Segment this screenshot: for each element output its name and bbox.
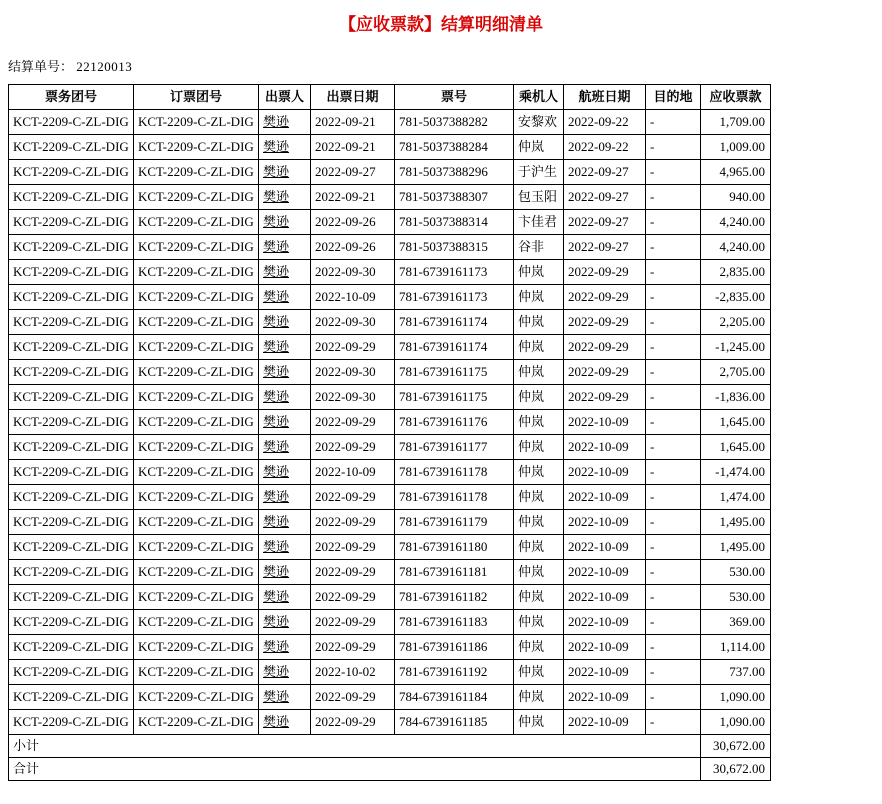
cell-booking-group-no: KCT-2209-C-ZL-DIG xyxy=(134,485,259,510)
issuer-link[interactable]: 樊逊 xyxy=(263,164,290,179)
cell-destination: - xyxy=(646,310,701,335)
column-header-issuer: 出票人 xyxy=(259,85,311,110)
issuer-link[interactable]: 樊逊 xyxy=(263,364,290,379)
cell-passenger: 仲岚 xyxy=(514,135,564,160)
cell-issue-date: 2022-09-26 xyxy=(311,210,395,235)
cell-ticket-no: 781-6739161192 xyxy=(395,660,514,685)
cell-passenger: 仲岚 xyxy=(514,510,564,535)
cell-passenger: 仲岚 xyxy=(514,285,564,310)
cell-flight-date: 2022-09-27 xyxy=(564,235,646,260)
cell-flight-date: 2022-10-09 xyxy=(564,610,646,635)
cell-ticket-group-no: KCT-2209-C-ZL-DIG xyxy=(9,235,134,260)
cell-passenger: 仲岚 xyxy=(514,685,564,710)
cell-flight-date: 2022-09-29 xyxy=(564,385,646,410)
subtotal-row xyxy=(9,735,771,758)
cell-issuer xyxy=(259,160,311,185)
cell-issuer xyxy=(259,435,311,460)
cell-issuer xyxy=(259,210,311,235)
cell-destination: - xyxy=(646,110,701,135)
cell-passenger: 包玉阳 xyxy=(514,185,564,210)
cell-issue-date: 2022-10-02 xyxy=(311,660,395,685)
cell-issue-date: 2022-10-09 xyxy=(311,285,395,310)
cell-receivable-amount: 369.00 xyxy=(701,610,771,635)
cell-receivable-amount: 1,114.00 xyxy=(701,635,771,660)
cell-booking-group-no: KCT-2209-C-ZL-DIG xyxy=(134,460,259,485)
cell-ticket-group-no: KCT-2209-C-ZL-DIG xyxy=(9,160,134,185)
cell-issuer xyxy=(259,135,311,160)
cell-receivable-amount: 1,645.00 xyxy=(701,410,771,435)
issuer-link[interactable]: 樊逊 xyxy=(263,689,290,704)
cell-ticket-no: 781-6739161177 xyxy=(395,435,514,460)
cell-issue-date: 2022-09-29 xyxy=(311,685,395,710)
page-title: 【应收票款】结算明细清单 xyxy=(339,15,543,34)
table-row xyxy=(9,460,771,485)
column-header-ticket-no: 票号 xyxy=(395,85,514,110)
cell-issuer xyxy=(259,360,311,385)
cell-destination: - xyxy=(646,160,701,185)
cell-receivable-amount: 1,495.00 xyxy=(701,535,771,560)
cell-flight-date: 2022-09-22 xyxy=(564,135,646,160)
column-header-issue-date: 出票日期 xyxy=(311,85,395,110)
cell-ticket-no: 781-5037388284 xyxy=(395,135,514,160)
table-row xyxy=(9,285,771,310)
cell-ticket-group-no: KCT-2209-C-ZL-DIG xyxy=(9,585,134,610)
cell-ticket-no: 781-5037388296 xyxy=(395,160,514,185)
cell-receivable-amount: 1,009.00 xyxy=(701,135,771,160)
cell-ticket-group-no: KCT-2209-C-ZL-DIG xyxy=(9,260,134,285)
table-row xyxy=(9,360,771,385)
cell-booking-group-no: KCT-2209-C-ZL-DIG xyxy=(134,260,259,285)
cell-flight-date: 2022-10-09 xyxy=(564,585,646,610)
cell-issuer xyxy=(259,660,311,685)
cell-flight-date: 2022-09-29 xyxy=(564,360,646,385)
cell-flight-date: 2022-10-09 xyxy=(564,560,646,585)
cell-ticket-group-no: KCT-2209-C-ZL-DIG xyxy=(9,410,134,435)
cell-issuer xyxy=(259,285,311,310)
column-header-flight-date: 航班日期 xyxy=(564,85,646,110)
cell-issuer xyxy=(259,335,311,360)
cell-issuer xyxy=(259,610,311,635)
cell-issue-date: 2022-09-29 xyxy=(311,485,395,510)
cell-booking-group-no: KCT-2209-C-ZL-DIG xyxy=(134,610,259,635)
cell-passenger: 仲岚 xyxy=(514,660,564,685)
cell-receivable-amount: -1,474.00 xyxy=(701,460,771,485)
issuer-link[interactable]: 樊逊 xyxy=(263,514,290,529)
cell-destination: - xyxy=(646,285,701,310)
cell-booking-group-no: KCT-2209-C-ZL-DIG xyxy=(134,110,259,135)
cell-issuer xyxy=(259,235,311,260)
cell-ticket-no: 781-5037388315 xyxy=(395,235,514,260)
cell-passenger: 安黎欢 xyxy=(514,110,564,135)
column-header-destination: 目的地 xyxy=(646,85,701,110)
total-label: 合计 xyxy=(9,758,701,781)
cell-booking-group-no: KCT-2209-C-ZL-DIG xyxy=(134,685,259,710)
table-row xyxy=(9,260,771,285)
cell-destination: - xyxy=(646,685,701,710)
cell-destination: - xyxy=(646,410,701,435)
cell-issue-date: 2022-09-21 xyxy=(311,185,395,210)
cell-issue-date: 2022-09-27 xyxy=(311,160,395,185)
cell-destination: - xyxy=(646,585,701,610)
issuer-link[interactable]: 樊逊 xyxy=(263,264,290,279)
cell-receivable-amount: 4,965.00 xyxy=(701,160,771,185)
cell-receivable-amount: 2,835.00 xyxy=(701,260,771,285)
table-row xyxy=(9,610,771,635)
cell-receivable-amount: 1,090.00 xyxy=(701,710,771,735)
cell-receivable-amount: 4,240.00 xyxy=(701,235,771,260)
cell-passenger: 仲岚 xyxy=(514,310,564,335)
cell-receivable-amount: 2,705.00 xyxy=(701,360,771,385)
issuer-link[interactable]: 樊逊 xyxy=(263,314,290,329)
cell-ticket-group-no: KCT-2209-C-ZL-DIG xyxy=(9,435,134,460)
cell-booking-group-no: KCT-2209-C-ZL-DIG xyxy=(134,560,259,585)
cell-ticket-group-no: KCT-2209-C-ZL-DIG xyxy=(9,135,134,160)
cell-issue-date: 2022-09-30 xyxy=(311,310,395,335)
cell-ticket-group-no: KCT-2209-C-ZL-DIG xyxy=(9,285,134,310)
table-row xyxy=(9,185,771,210)
cell-flight-date: 2022-09-29 xyxy=(564,335,646,360)
cell-issue-date: 2022-09-29 xyxy=(311,585,395,610)
cell-issue-date: 2022-09-29 xyxy=(311,335,395,360)
cell-passenger: 仲岚 xyxy=(514,585,564,610)
cell-passenger: 仲岚 xyxy=(514,335,564,360)
issuer-link[interactable]: 樊逊 xyxy=(263,714,290,729)
cell-destination: - xyxy=(646,510,701,535)
cell-issuer xyxy=(259,385,311,410)
total-row xyxy=(9,758,771,781)
column-header-ticket-group-no: 票务团号 xyxy=(9,85,134,110)
cell-ticket-group-no: KCT-2209-C-ZL-DIG xyxy=(9,185,134,210)
cell-issue-date: 2022-09-29 xyxy=(311,535,395,560)
cell-booking-group-no: KCT-2209-C-ZL-DIG xyxy=(134,435,259,460)
table-row xyxy=(9,210,771,235)
cell-receivable-amount: 1,709.00 xyxy=(701,110,771,135)
cell-ticket-group-no: KCT-2209-C-ZL-DIG xyxy=(9,660,134,685)
cell-destination: - xyxy=(646,210,701,235)
cell-booking-group-no: KCT-2209-C-ZL-DIG xyxy=(134,635,259,660)
cell-ticket-no: 781-6739161176 xyxy=(395,410,514,435)
settlement-report-page xyxy=(0,14,882,781)
cell-ticket-group-no: KCT-2209-C-ZL-DIG xyxy=(9,685,134,710)
table-row xyxy=(9,310,771,335)
table-row xyxy=(9,685,771,710)
settlement-number-label: 结算单号： xyxy=(8,59,74,74)
issuer-link[interactable]: 樊逊 xyxy=(263,639,290,654)
cell-passenger: 谷非 xyxy=(514,235,564,260)
cell-ticket-no: 784-6739161185 xyxy=(395,710,514,735)
table-row xyxy=(9,160,771,185)
cell-receivable-amount: -1,245.00 xyxy=(701,335,771,360)
table-body xyxy=(9,110,771,735)
cell-passenger: 仲岚 xyxy=(514,410,564,435)
issuer-link[interactable]: 樊逊 xyxy=(263,464,290,479)
cell-issuer xyxy=(259,185,311,210)
column-header-booking-group-no: 订票团号 xyxy=(134,85,259,110)
cell-receivable-amount: 1,645.00 xyxy=(701,435,771,460)
table-row xyxy=(9,560,771,585)
cell-ticket-no: 781-6739161174 xyxy=(395,335,514,360)
cell-issuer xyxy=(259,635,311,660)
cell-receivable-amount: 940.00 xyxy=(701,185,771,210)
total-amount: 30,672.00 xyxy=(701,758,771,781)
cell-ticket-group-no: KCT-2209-C-ZL-DIG xyxy=(9,310,134,335)
settlement-number-line xyxy=(8,58,882,75)
issuer-link[interactable]: 樊逊 xyxy=(263,539,290,554)
cell-booking-group-no: KCT-2209-C-ZL-DIG xyxy=(134,585,259,610)
cell-issuer xyxy=(259,410,311,435)
cell-flight-date: 2022-10-09 xyxy=(564,660,646,685)
cell-destination: - xyxy=(646,135,701,160)
table-row xyxy=(9,510,771,535)
cell-ticket-group-no: KCT-2209-C-ZL-DIG xyxy=(9,210,134,235)
cell-destination: - xyxy=(646,635,701,660)
cell-issue-date: 2022-09-29 xyxy=(311,410,395,435)
cell-booking-group-no: KCT-2209-C-ZL-DIG xyxy=(134,710,259,735)
cell-issue-date: 2022-09-30 xyxy=(311,260,395,285)
cell-issuer xyxy=(259,560,311,585)
cell-issuer xyxy=(259,710,311,735)
issuer-link[interactable]: 樊逊 xyxy=(263,389,290,404)
settlement-detail-table xyxy=(8,84,771,781)
cell-destination: - xyxy=(646,485,701,510)
cell-issue-date: 2022-09-21 xyxy=(311,110,395,135)
cell-ticket-group-no: KCT-2209-C-ZL-DIG xyxy=(9,460,134,485)
table-header-row xyxy=(9,85,771,110)
cell-booking-group-no: KCT-2209-C-ZL-DIG xyxy=(134,185,259,210)
cell-issuer xyxy=(259,685,311,710)
cell-issue-date: 2022-09-29 xyxy=(311,435,395,460)
cell-passenger: 仲岚 xyxy=(514,610,564,635)
issuer-link[interactable]: 樊逊 xyxy=(263,289,290,304)
cell-passenger: 仲岚 xyxy=(514,710,564,735)
table-row xyxy=(9,335,771,360)
cell-flight-date: 2022-09-27 xyxy=(564,185,646,210)
cell-ticket-group-no: KCT-2209-C-ZL-DIG xyxy=(9,635,134,660)
cell-issuer xyxy=(259,585,311,610)
cell-receivable-amount: 1,474.00 xyxy=(701,485,771,510)
cell-flight-date: 2022-10-09 xyxy=(564,535,646,560)
cell-ticket-group-no: KCT-2209-C-ZL-DIG xyxy=(9,485,134,510)
subtotal-label: 小计 xyxy=(9,735,701,758)
cell-ticket-group-no: KCT-2209-C-ZL-DIG xyxy=(9,510,134,535)
cell-receivable-amount: 1,495.00 xyxy=(701,510,771,535)
cell-issue-date: 2022-09-29 xyxy=(311,610,395,635)
cell-passenger: 仲岚 xyxy=(514,460,564,485)
table-row xyxy=(9,485,771,510)
cell-ticket-no: 781-6739161175 xyxy=(395,360,514,385)
settlement-number-value: 22120013 xyxy=(76,59,133,74)
table-row xyxy=(9,410,771,435)
cell-ticket-no: 781-6739161181 xyxy=(395,560,514,585)
cell-issuer xyxy=(259,460,311,485)
cell-ticket-no: 781-6739161178 xyxy=(395,485,514,510)
cell-issuer xyxy=(259,110,311,135)
cell-ticket-no: 781-5037388282 xyxy=(395,110,514,135)
cell-issue-date: 2022-10-09 xyxy=(311,460,395,485)
cell-destination: - xyxy=(646,235,701,260)
cell-destination: - xyxy=(646,435,701,460)
cell-passenger: 仲岚 xyxy=(514,435,564,460)
issuer-link[interactable]: 樊逊 xyxy=(263,189,290,204)
cell-flight-date: 2022-09-27 xyxy=(564,160,646,185)
column-header-receivable-amount: 应收票款 xyxy=(701,85,771,110)
cell-booking-group-no: KCT-2209-C-ZL-DIG xyxy=(134,535,259,560)
cell-ticket-no: 781-6739161178 xyxy=(395,460,514,485)
cell-ticket-no: 781-6739161179 xyxy=(395,510,514,535)
table-row xyxy=(9,110,771,135)
cell-flight-date: 2022-09-22 xyxy=(564,110,646,135)
cell-issuer xyxy=(259,485,311,510)
table-row xyxy=(9,435,771,460)
cell-destination: - xyxy=(646,610,701,635)
issuer-link[interactable]: 樊逊 xyxy=(263,214,290,229)
cell-destination: - xyxy=(646,335,701,360)
cell-booking-group-no: KCT-2209-C-ZL-DIG xyxy=(134,660,259,685)
cell-booking-group-no: KCT-2209-C-ZL-DIG xyxy=(134,385,259,410)
cell-flight-date: 2022-10-09 xyxy=(564,435,646,460)
cell-ticket-no: 781-5037388307 xyxy=(395,185,514,210)
cell-issue-date: 2022-09-29 xyxy=(311,635,395,660)
cell-flight-date: 2022-09-29 xyxy=(564,310,646,335)
cell-receivable-amount: 2,205.00 xyxy=(701,310,771,335)
cell-ticket-no: 781-5037388314 xyxy=(395,210,514,235)
cell-issuer xyxy=(259,260,311,285)
cell-booking-group-no: KCT-2209-C-ZL-DIG xyxy=(134,510,259,535)
cell-passenger: 仲岚 xyxy=(514,485,564,510)
cell-ticket-no: 781-6739161174 xyxy=(395,310,514,335)
issuer-link[interactable]: 樊逊 xyxy=(263,614,290,629)
cell-booking-group-no: KCT-2209-C-ZL-DIG xyxy=(134,285,259,310)
cell-destination: - xyxy=(646,360,701,385)
cell-ticket-no: 781-6739161175 xyxy=(395,385,514,410)
cell-ticket-group-no: KCT-2209-C-ZL-DIG xyxy=(9,710,134,735)
cell-booking-group-no: KCT-2209-C-ZL-DIG xyxy=(134,210,259,235)
cell-issuer xyxy=(259,310,311,335)
cell-destination: - xyxy=(646,260,701,285)
cell-receivable-amount: 4,240.00 xyxy=(701,210,771,235)
cell-issue-date: 2022-09-21 xyxy=(311,135,395,160)
cell-ticket-no: 781-6739161182 xyxy=(395,585,514,610)
subtotal-amount: 30,672.00 xyxy=(701,735,771,758)
cell-flight-date: 2022-10-09 xyxy=(564,485,646,510)
cell-receivable-amount: -2,835.00 xyxy=(701,285,771,310)
cell-passenger: 卞佳君 xyxy=(514,210,564,235)
cell-flight-date: 2022-10-09 xyxy=(564,710,646,735)
issuer-link[interactable]: 樊逊 xyxy=(263,664,290,679)
cell-flight-date: 2022-10-09 xyxy=(564,685,646,710)
cell-issuer xyxy=(259,510,311,535)
table-row xyxy=(9,635,771,660)
cell-booking-group-no: KCT-2209-C-ZL-DIG xyxy=(134,335,259,360)
issuer-link[interactable]: 樊逊 xyxy=(263,589,290,604)
cell-passenger: 仲岚 xyxy=(514,360,564,385)
cell-flight-date: 2022-09-29 xyxy=(564,260,646,285)
issuer-link[interactable]: 樊逊 xyxy=(263,139,290,154)
table-row xyxy=(9,710,771,735)
issuer-link[interactable]: 樊逊 xyxy=(263,489,290,504)
cell-issue-date: 2022-09-29 xyxy=(311,510,395,535)
cell-flight-date: 2022-09-29 xyxy=(564,285,646,310)
cell-destination: - xyxy=(646,460,701,485)
cell-ticket-no: 784-6739161184 xyxy=(395,685,514,710)
cell-ticket-group-no: KCT-2209-C-ZL-DIG xyxy=(9,610,134,635)
cell-passenger: 仲岚 xyxy=(514,635,564,660)
cell-flight-date: 2022-09-27 xyxy=(564,210,646,235)
issuer-link[interactable]: 樊逊 xyxy=(263,114,290,129)
cell-destination: - xyxy=(646,185,701,210)
cell-passenger: 于沪生 xyxy=(514,160,564,185)
issuer-link[interactable]: 樊逊 xyxy=(263,339,290,354)
cell-receivable-amount: 737.00 xyxy=(701,660,771,685)
cell-issue-date: 2022-09-30 xyxy=(311,360,395,385)
cell-flight-date: 2022-10-09 xyxy=(564,635,646,660)
cell-issuer xyxy=(259,535,311,560)
cell-flight-date: 2022-10-09 xyxy=(564,410,646,435)
cell-booking-group-no: KCT-2209-C-ZL-DIG xyxy=(134,135,259,160)
cell-issue-date: 2022-09-29 xyxy=(311,710,395,735)
issuer-link[interactable]: 樊逊 xyxy=(263,239,290,254)
table-row xyxy=(9,385,771,410)
column-header-passenger: 乘机人 xyxy=(514,85,564,110)
cell-flight-date: 2022-10-09 xyxy=(564,510,646,535)
cell-booking-group-no: KCT-2209-C-ZL-DIG xyxy=(134,360,259,385)
cell-destination: - xyxy=(646,660,701,685)
table-row xyxy=(9,235,771,260)
cell-ticket-no: 781-6739161186 xyxy=(395,635,514,660)
cell-receivable-amount: 1,090.00 xyxy=(701,685,771,710)
cell-passenger: 仲岚 xyxy=(514,385,564,410)
issuer-link[interactable]: 樊逊 xyxy=(263,439,290,454)
cell-ticket-group-no: KCT-2209-C-ZL-DIG xyxy=(9,360,134,385)
table-row xyxy=(9,660,771,685)
cell-issue-date: 2022-09-26 xyxy=(311,235,395,260)
cell-receivable-amount: 530.00 xyxy=(701,560,771,585)
cell-destination: - xyxy=(646,385,701,410)
issuer-link[interactable]: 樊逊 xyxy=(263,414,290,429)
cell-booking-group-no: KCT-2209-C-ZL-DIG xyxy=(134,235,259,260)
cell-ticket-no: 781-6739161173 xyxy=(395,260,514,285)
cell-passenger: 仲岚 xyxy=(514,260,564,285)
cell-passenger: 仲岚 xyxy=(514,535,564,560)
cell-booking-group-no: KCT-2209-C-ZL-DIG xyxy=(134,310,259,335)
cell-ticket-group-no: KCT-2209-C-ZL-DIG xyxy=(9,535,134,560)
cell-receivable-amount: -1,836.00 xyxy=(701,385,771,410)
cell-passenger: 仲岚 xyxy=(514,560,564,585)
cell-ticket-no: 781-6739161180 xyxy=(395,535,514,560)
cell-issue-date: 2022-09-29 xyxy=(311,560,395,585)
cell-ticket-group-no: KCT-2209-C-ZL-DIG xyxy=(9,560,134,585)
cell-ticket-group-no: KCT-2209-C-ZL-DIG xyxy=(9,385,134,410)
cell-destination: - xyxy=(646,535,701,560)
cell-booking-group-no: KCT-2209-C-ZL-DIG xyxy=(134,410,259,435)
cell-ticket-no: 781-6739161183 xyxy=(395,610,514,635)
cell-flight-date: 2022-10-09 xyxy=(564,460,646,485)
cell-destination: - xyxy=(646,710,701,735)
cell-ticket-group-no: KCT-2209-C-ZL-DIG xyxy=(9,110,134,135)
cell-booking-group-no: KCT-2209-C-ZL-DIG xyxy=(134,160,259,185)
cell-ticket-no: 781-6739161173 xyxy=(395,285,514,310)
cell-ticket-group-no: KCT-2209-C-ZL-DIG xyxy=(9,335,134,360)
issuer-link[interactable]: 樊逊 xyxy=(263,564,290,579)
cell-destination: - xyxy=(646,560,701,585)
cell-issue-date: 2022-09-30 xyxy=(311,385,395,410)
table-row xyxy=(9,585,771,610)
table-row xyxy=(9,535,771,560)
cell-receivable-amount: 530.00 xyxy=(701,585,771,610)
table-row xyxy=(9,135,771,160)
